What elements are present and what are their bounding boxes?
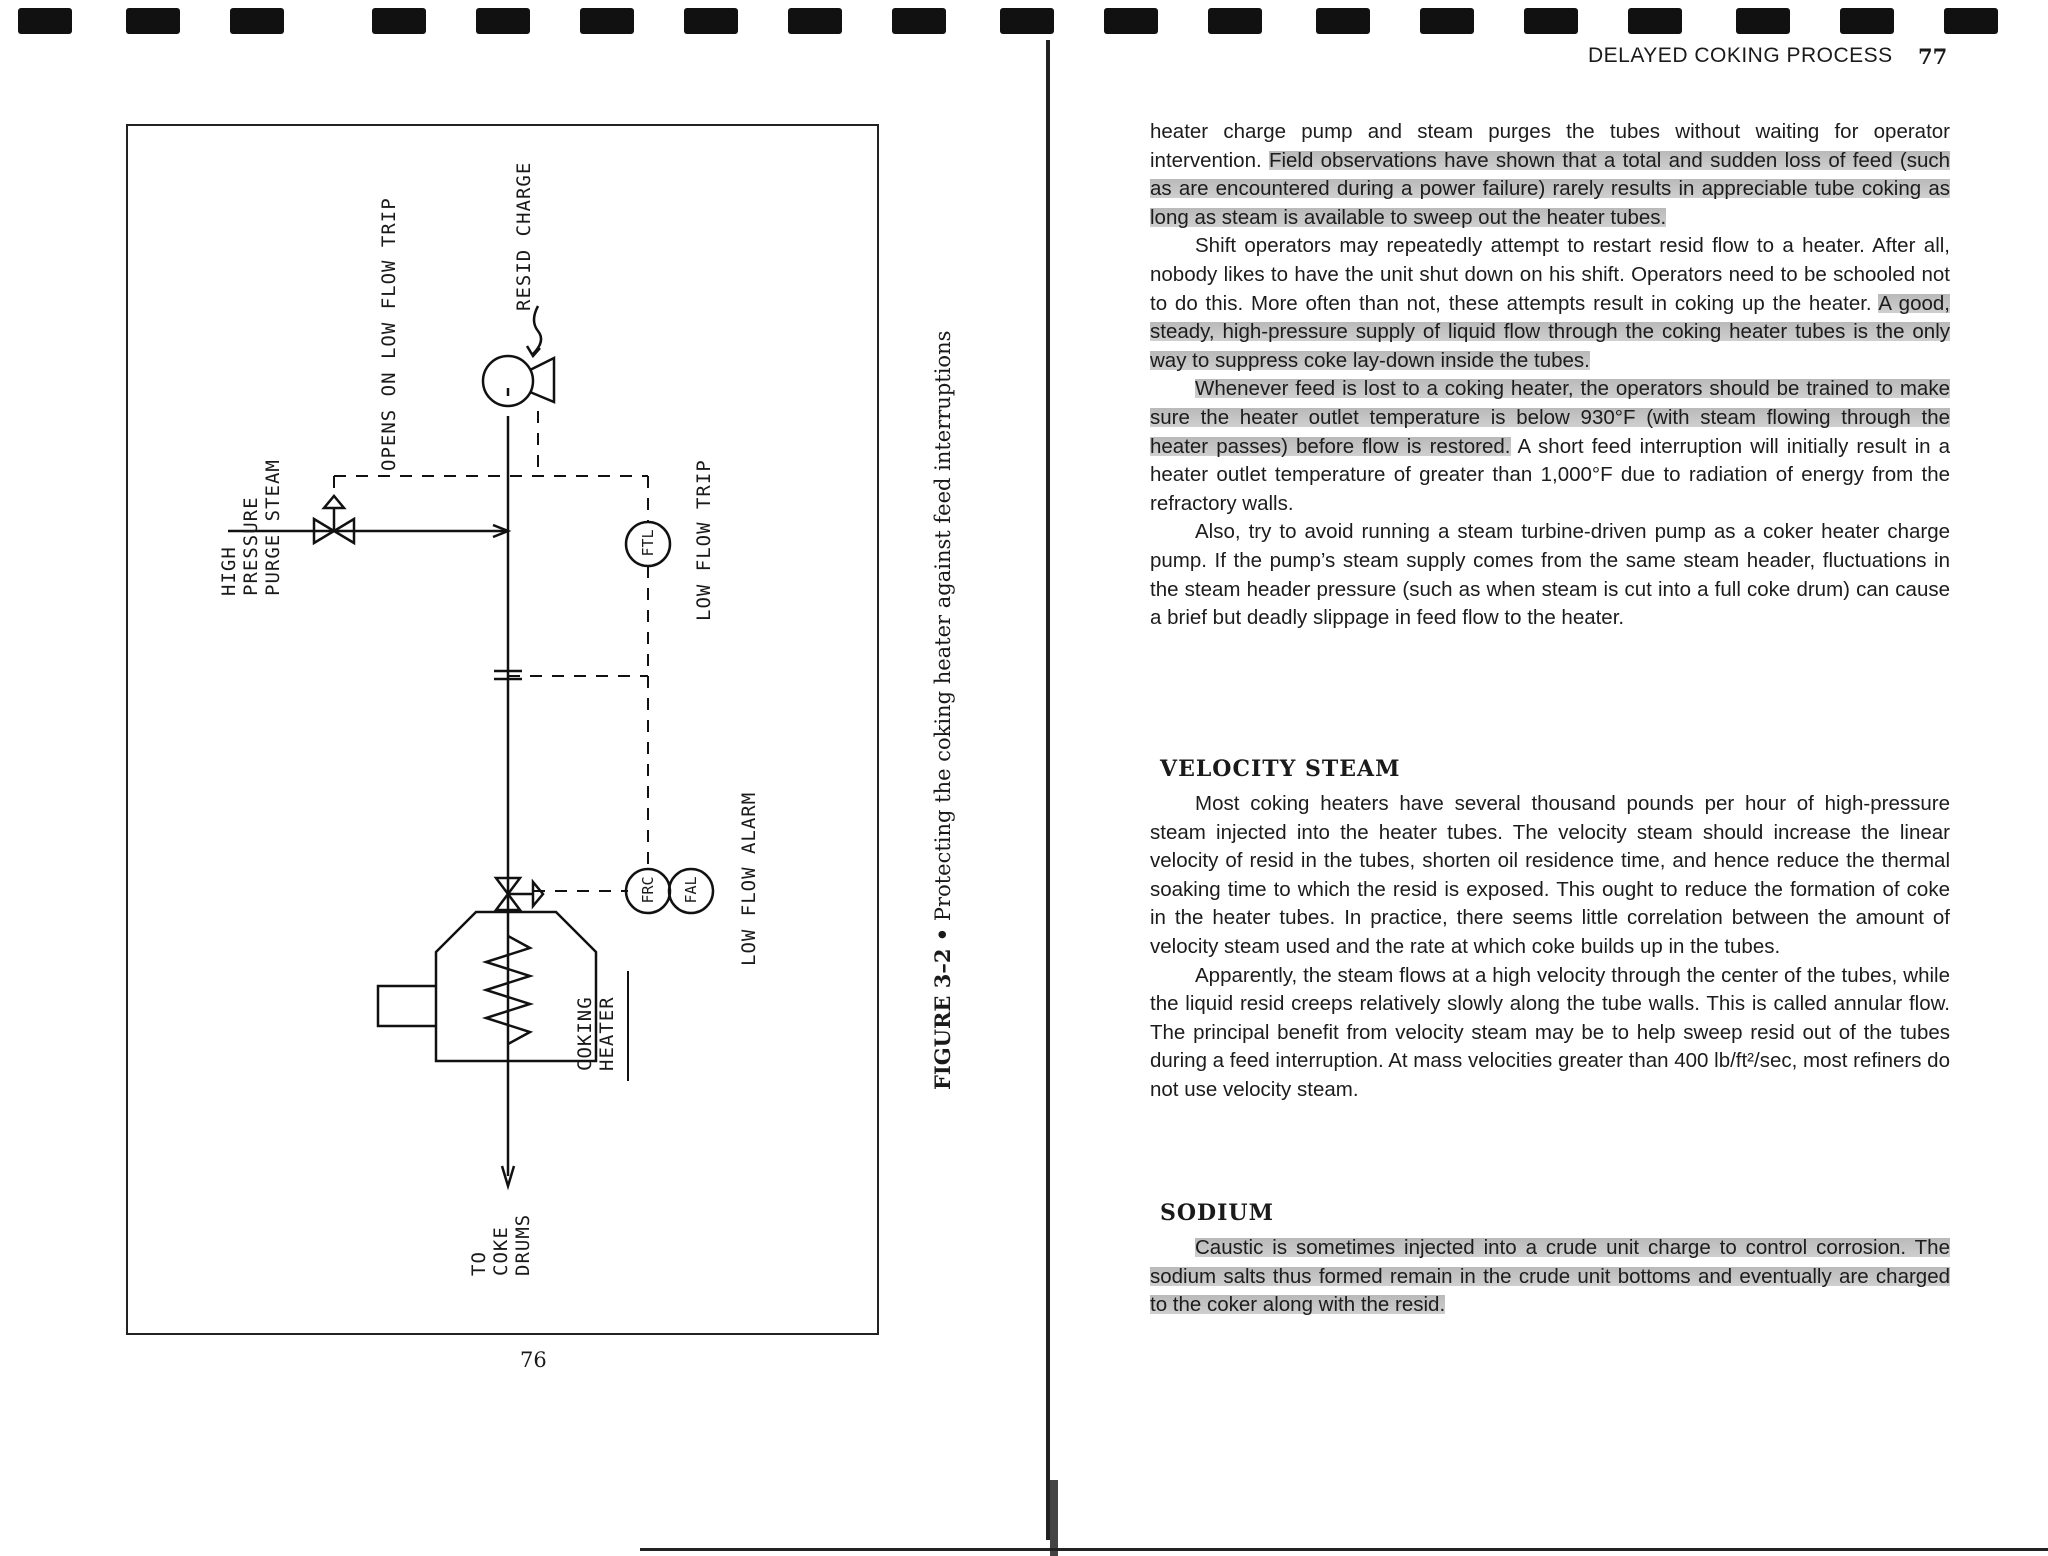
paragraph xyxy=(1150,232,1950,375)
highlighted-text: Caustic is sometimes injected into a crude unit charge to control corrosion. The sodium salts thus formed remain in the crude unit bottoms and eventually are charged to the coker along with the resid. xyxy=(1150,1236,1950,1317)
resid-charge-inlet xyxy=(533,306,541,354)
label-ftl: FTL xyxy=(639,529,657,557)
spiral-binding xyxy=(0,0,2048,40)
body-text-velocity xyxy=(1150,790,1950,1105)
figure-frame xyxy=(126,124,879,1335)
paragraph: Most coking heaters have several thousand pounds per hour of high-pressure steam injected into the heater tubes. The velocity steam should increase the linear velocity of resid in the tubes, shorten oil residence time, and hence reduce the thermal soaking time to which the resid is exposed. This ought to reduce the formation of coke in the heater tubes. In practice, there seems little correlation between the amount of velocity steam used and the rate at which coke builds up in the tubes. xyxy=(1150,792,1950,958)
charge-pump-symbol xyxy=(483,356,533,406)
binding-hole xyxy=(788,8,842,34)
binding-hole xyxy=(18,8,72,34)
binding-hole xyxy=(476,8,530,34)
label-fal: FAL xyxy=(682,876,700,904)
text-segment: A short feed interruption will initially result in a heater outlet temperature of greater than 1,000°F due to radiation of energy from the refractory walls. xyxy=(1150,434,1950,515)
paragraph: Apparently, the steam flows at a high velocity through the center of the tubes, while the liquid resid creeps relatively slowly along the tube walls. This is called annular flow. The principal benefit from velocity steam may be to help sweep resid out of the tubes during a feed interruption. At mass velocities greater than 400 lb/ft²/sec, most refiners do not use velocity steam. xyxy=(1150,963,1950,1101)
binding-hole xyxy=(372,8,426,34)
paragraph xyxy=(1150,518,1950,632)
highlighted-text: A good, steady, high-pressure supply of liquid flow through the coking heater tubes is the only way to suppress coke lay-down inside the tubes. xyxy=(1150,291,1950,372)
body-text-sodium xyxy=(1150,1234,1950,1320)
section-heading-sodium: SODIUM xyxy=(1160,1200,1274,1226)
process-diagram xyxy=(128,126,881,1337)
label-low-flow-alarm: LOW FLOW ALARM xyxy=(738,791,760,966)
binding-hole xyxy=(1736,8,1790,34)
section-heading-velocity-steam: VELOCITY STEAM xyxy=(1160,756,1401,782)
page-number-right: 77 xyxy=(1918,44,1948,69)
binding-hole xyxy=(1944,8,1998,34)
text-segment: Shift operators may repeatedly attempt to restart resid flow to a heater. After all, nobody likes to have the unit shut down on his shift. Operators need to be schooled not to do this. More often than not, these attempts result in coking up the heater. xyxy=(1150,234,1950,315)
paragraph xyxy=(1150,118,1950,232)
book-spine xyxy=(1046,40,1050,1540)
paragraph xyxy=(1150,1234,1950,1320)
binding-hole xyxy=(580,8,634,34)
figure-number: FIGURE 3–2 • xyxy=(930,927,955,1090)
binding-hole xyxy=(1840,8,1894,34)
binding-hole xyxy=(1628,8,1682,34)
body-text-top xyxy=(1150,118,1950,633)
label-to-coke-drums: TO COKE DRUMS xyxy=(468,1213,534,1276)
binding-hole xyxy=(892,8,946,34)
binding-hole xyxy=(1208,8,1262,34)
label-resid-charge: RESID CHARGE xyxy=(513,161,535,311)
running-head: DELAYED COKING PROCESS xyxy=(1588,44,1893,67)
label-coking-heater: COKING HEATER xyxy=(574,996,618,1071)
page-number-left: 76 xyxy=(520,1348,547,1372)
binding-hole xyxy=(126,8,180,34)
figure-caption xyxy=(930,331,955,1090)
label-frc: FRC xyxy=(639,876,657,904)
binding-hole xyxy=(1420,8,1474,34)
highlighted-text: Whenever feed is lost to a coking heater, the operators should be trained to make sure the heater outlet temperature is below 930°F (with steam flowing through the heater passes) before flow is restored. xyxy=(1150,377,1950,458)
paragraph xyxy=(1150,375,1950,518)
label-opens-on-low-flow-trip: OPENS ON LOW FLOW TRIP xyxy=(378,197,400,471)
binding-hole xyxy=(684,8,738,34)
signal-lines xyxy=(334,411,648,891)
highlighted-text: Field observations have shown that a total and sudden loss of feed (such as are encountered during a power failure) rarely results in appreciable tube coking as long as steam is available to sweep out the heater tubes. xyxy=(1150,148,1950,229)
label-low-flow-trip: LOW FLOW TRIP xyxy=(693,459,715,621)
binding-hole xyxy=(230,8,284,34)
text-segment: heater charge pump and steam purges the tubes without waiting for operator intervention. xyxy=(1150,120,1950,172)
text-segment: Also, try to avoid running a steam turbine-driven pump as a coker heater charge pump. If the pump’s steam supply comes from the same steam header, fluctuations in the steam header pressure (such as when steam is cut into a full coke drum) can cause a brief but deadly slippage in feed flow to the heater. xyxy=(1150,520,1950,630)
figure-caption-text: Protecting the coking heater against feed interruptions xyxy=(931,330,955,922)
page-bottom-edge xyxy=(640,1548,2048,1551)
binding-hole xyxy=(1000,8,1054,34)
binding-hole xyxy=(1104,8,1158,34)
binding-hole xyxy=(1524,8,1578,34)
binding-hole xyxy=(1316,8,1370,34)
spine-shadow xyxy=(1050,1480,1058,1556)
label-high-pressure-purge-steam: HIGH PRESSURE PURGE STEAM xyxy=(218,459,284,596)
